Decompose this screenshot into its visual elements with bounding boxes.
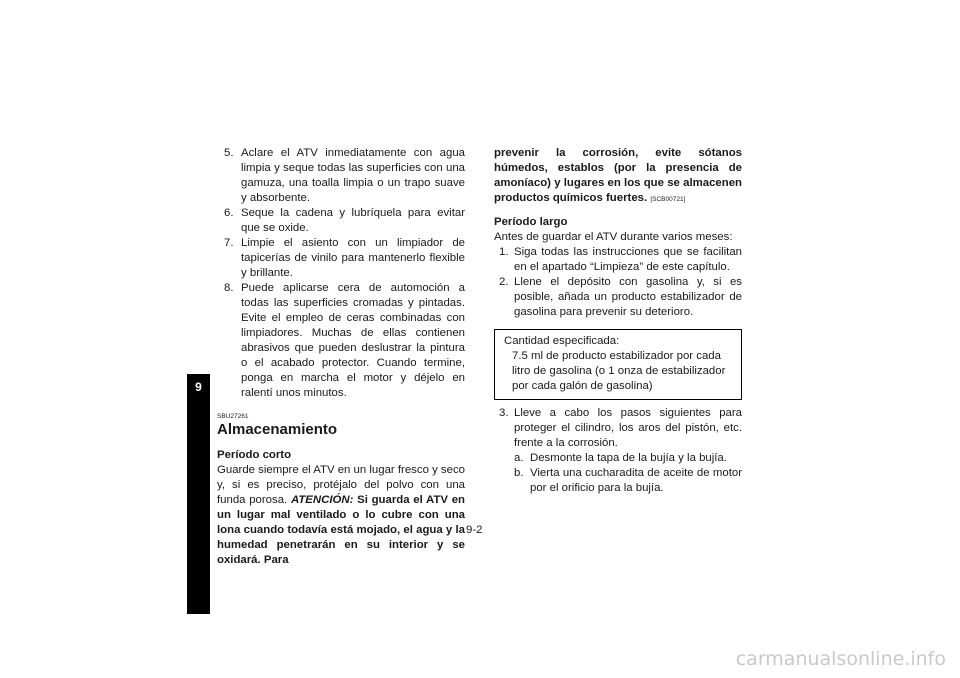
step-text: Seque la cadena y lubríquela para evitar que se oxide. bbox=[241, 207, 465, 234]
spec-label: Cantidad especificada: bbox=[504, 335, 620, 347]
step-text: Puede aplicarse cera de automoción a todas las superficies cromadas y pintadas. Evite el empleo de ceras combinadas con limpiadores. Muchas de ellas contienen abrasivos que pueden deslustrar la pintura o el acabado protector. Cuando termine, ponga en marcha el motor y déjelo en ralentí unos minutos. bbox=[241, 282, 465, 399]
section-code: SBU27261 bbox=[217, 413, 249, 420]
long-term-heading: Período largo bbox=[494, 216, 568, 228]
short-term-paragraph bbox=[217, 463, 465, 568]
long-term-intro: Antes de guardar el ATV durante varios meses: bbox=[494, 231, 733, 243]
caution-continuation bbox=[494, 146, 742, 207]
step-text: Siga todas las instrucciones que se facilitan en el apartado “Limpieza” de este capítulo. bbox=[514, 246, 742, 273]
substep-a bbox=[494, 451, 742, 466]
step-1 bbox=[494, 245, 742, 275]
step-7 bbox=[217, 236, 465, 281]
step-number: 3. bbox=[499, 407, 509, 419]
caution-text: Si guarda el ATV en un lugar mal ventilado o lo cubre con una lona cuando todavía está mojado, el agua y la humedad penetrarán en su interior y se oxidará. Para bbox=[217, 494, 465, 566]
substep-letter: b. bbox=[514, 467, 524, 479]
step-3 bbox=[494, 406, 742, 451]
step-number: 6. bbox=[224, 207, 234, 219]
step-number: 8. bbox=[224, 282, 234, 294]
caution-label: ATENCIÓN: bbox=[290, 494, 354, 506]
left-column bbox=[217, 146, 465, 568]
step-2 bbox=[494, 275, 742, 320]
right-column bbox=[494, 146, 742, 496]
spec-value: 7.5 ml de producto estabilizador por cada litro de gasolina (o 1 onza de estabilizador por cada galón de gasolina) bbox=[512, 350, 726, 392]
spec-box bbox=[494, 329, 742, 400]
caution-text-continued: prevenir la corrosión, evite sótanos húmedos, establos (por la presencia de amoníaco) y lugares en los que se almacenen productos químicos fuertes. bbox=[494, 147, 742, 204]
step-number: 5. bbox=[224, 147, 234, 159]
short-term-heading: Período corto bbox=[217, 449, 292, 461]
caution-code: [SCB00721] bbox=[650, 196, 686, 203]
step-text: Llene el depósito con gasolina y, si es posible, añada un producto estabilizador de gasolina para prevenir su deterioro. bbox=[514, 276, 742, 318]
step-text: Lleve a cabo los pasos siguientes para proteger el cilindro, los aros del pistón, etc. frente a la corrosión. bbox=[514, 407, 742, 449]
step-8 bbox=[217, 281, 465, 401]
step-text: Aclare el ATV inmediatamente con agua limpia y seque todas las superficies con una gamuza, una toalla limpia o un trapo suave y absorbente. bbox=[241, 147, 465, 204]
step-number: 1. bbox=[499, 246, 509, 258]
short-term-text: Guarde siempre el ATV en un lugar fresco y seco y, si es preciso, protéjalo del polvo con una funda porosa. bbox=[217, 464, 465, 506]
step-number: 7. bbox=[224, 237, 234, 249]
step-number: 2. bbox=[499, 276, 509, 288]
step-6 bbox=[217, 206, 465, 236]
substep-text: Desmonte la tapa de la bujía y la bujía. bbox=[530, 452, 727, 464]
substep-letter: a. bbox=[514, 452, 524, 464]
section-title: Almacenamiento bbox=[217, 421, 338, 438]
page-number: 9-2 bbox=[466, 524, 483, 536]
step-text: Limpie el asiento con un limpiador de tapicerías de vinilo para mantenerlo flexible y brillante. bbox=[241, 237, 465, 279]
watermark: carmanualsonline.info bbox=[735, 648, 946, 670]
step-5 bbox=[217, 146, 465, 206]
substep-text: Vierta una cucharadita de aceite de motor por el orificio para la bujía. bbox=[530, 467, 742, 494]
chapter-tab: 9 bbox=[187, 374, 210, 614]
substep-b bbox=[494, 466, 742, 496]
